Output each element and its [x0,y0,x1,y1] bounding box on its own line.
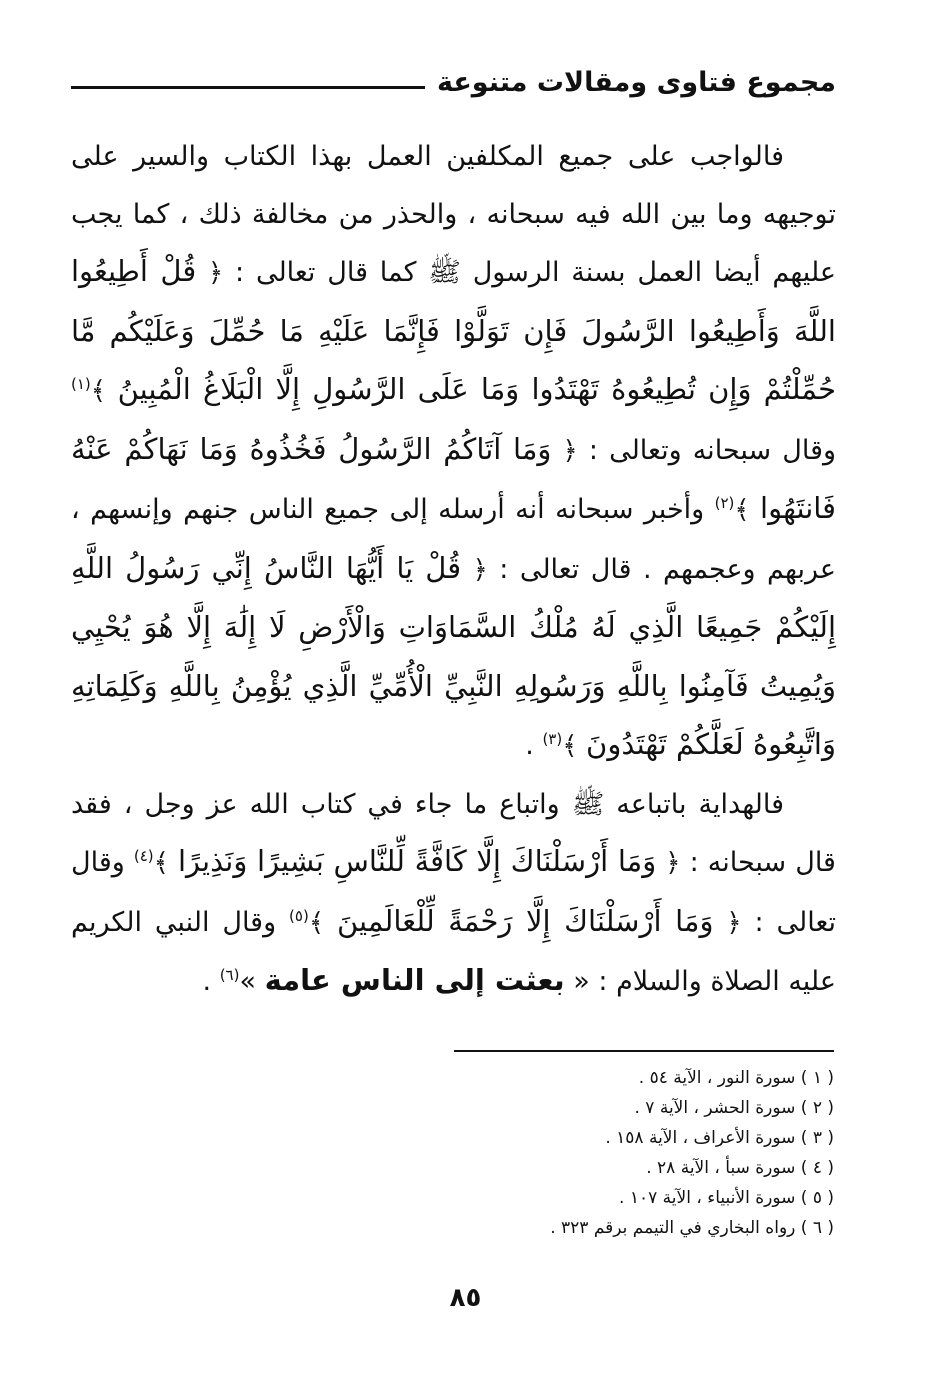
paragraph-1 [71,128,836,776]
text-segment: فالهداية باتباعه ﷺ واتباع ما جاء في كتاب الله عز وجل ، فقد قال سبحانه : [71,788,836,878]
quran-bracket-close: ﴾ [562,731,578,761]
hadith-quote-close: » [239,966,256,997]
text-segment: وقال تعالى : [71,847,836,938]
paragraph-2 [71,776,836,1011]
quran-verse-3: قُلْ يَا أَيُّهَا النَّاسُ إِنِّي رَسُولُ اللَّهِ إِلَيْكُمْ جَمِيعًا الَّذِي لَهُ مُلْكُ السَّمَاوَاتِ وَالْأَرْضِ لَا إِلَٰهَ إِلَّا هُوَ يُحْيِي وَيُمِيتُ فَآمِنُوا بِاللَّهِ وَرَسُولِهِ النَّبِيِّ الْأُمِّيِّ الَّذِي يُؤْمِنُ بِاللَّهِ وَكَلِمَاتِهِ وَاتَّبِعُوهُ لَعَلَّكُمْ تَهْتَدُونَ [71,550,836,761]
text-segment: وقال سبحانه وتعالى : [588,434,837,466]
quran-bracket-close: ﴾ [90,376,107,406]
quran-bracket-open: ﴿ [665,848,681,878]
text-segment: وقال النبي الكريم عليه الصلاة والسلام : [71,906,836,997]
footnote-ref-2: (٢) [714,494,735,512]
footnote-ref-1: (١) [71,375,91,393]
quran-bracket-open: ﴿ [726,907,742,938]
quran-verse-4: وَمَا أَرْسَلْنَاكَ إِلَّا كَافَّةً لِّلنَّاسِ بَشِيرًا وَنَذِيرًا [177,844,657,878]
text-segment: . [202,966,212,997]
footnote-ref-5: (٥) [289,906,309,925]
running-header [71,62,836,102]
quran-bracket-close: ﴾ [734,495,750,525]
footnote-ref-6: (٦) [219,966,240,984]
quran-verse-1: قُلْ أَطِيعُوا اللَّهَ وَأَطِيعُوا الرَّسُولَ فَإِن تَوَلَّوْا فَإِنَّمَا عَلَيْهِ مَا حُمِّلَ وَعَلَيْكُم مَّا حُمِّلْتُمْ وَإِن تُطِيعُوهُ تَهْتَدُوا وَمَا عَلَى الرَّسُولِ إِلَّا الْبَلَاغُ الْمُبِينُ [71,254,836,406]
quran-bracket-close: ﴾ [153,848,169,878]
text-segment: . [525,730,534,761]
quran-bracket-open: ﴿ [208,258,224,288]
footnote-3: ( ٣ ) سورة الأعراف ، الآية ١٥٨ . [605,1128,834,1148]
footnote-ref-4: (٤) [133,847,154,865]
footnote-5: ( ٥ ) سورة الأنبياء ، الآية ١٠٧ . [619,1188,834,1208]
quran-bracket-close: ﴾ [308,907,325,938]
footnote-2: ( ٢ ) سورة الحشر ، الآية ٧ . [634,1098,834,1118]
text-segment: فالواجب على جميع المكلفين العمل بهذا الكتاب والسير على توجيهه وما بين الله فيه سبحانه ، والحذر من مخالفة ذلك ، كما يجب عليهم أيضا العمل بسنة الرسول ﷺ كما قال تعالى : [71,141,837,288]
text-segment: وأخبر سبحانه أنه أرسله إلى جميع الناس جنهم وإنسهم ، عربهم وعجمهم . قال تعالى : [71,494,836,585]
footnote-1: ( ١ ) سورة النور ، الآية ٥٤ . [638,1068,834,1088]
hadith-quote-open: « [573,966,590,997]
quran-bracket-open: ﴿ [562,435,578,466]
footnote-4: ( ٤ ) سورة سبأ ، الآية ٢٨ . [646,1158,834,1178]
hadith-text: بعثت إلى الناس عامة [264,963,565,997]
footnote-6: ( ٦ ) رواه البخاري في التيمم برقم ٣٢٣ . [550,1218,834,1238]
running-title: مجموع فتاوى ومقالات متنوعة [436,66,836,98]
header-rule [71,86,425,89]
footnote-ref-3: (٣) [542,730,563,748]
quran-bracket-open: ﴿ [472,554,488,585]
quran-verse-5: وَمَا أَرْسَلْنَاكَ إِلَّا رَحْمَةً لِّلْعَالَمِينَ [336,903,714,938]
main-text [71,128,836,1011]
quran-verse-2: وَمَا آتَاكُمُ الرَّسُولُ فَخُذُوهُ وَمَا نَهَاكُمْ عَنْهُ فَانتَهُوا [71,431,836,525]
footnote-rule [454,1050,834,1052]
page-number: ٨٥ [449,1283,482,1313]
footnotes [414,1063,834,1243]
